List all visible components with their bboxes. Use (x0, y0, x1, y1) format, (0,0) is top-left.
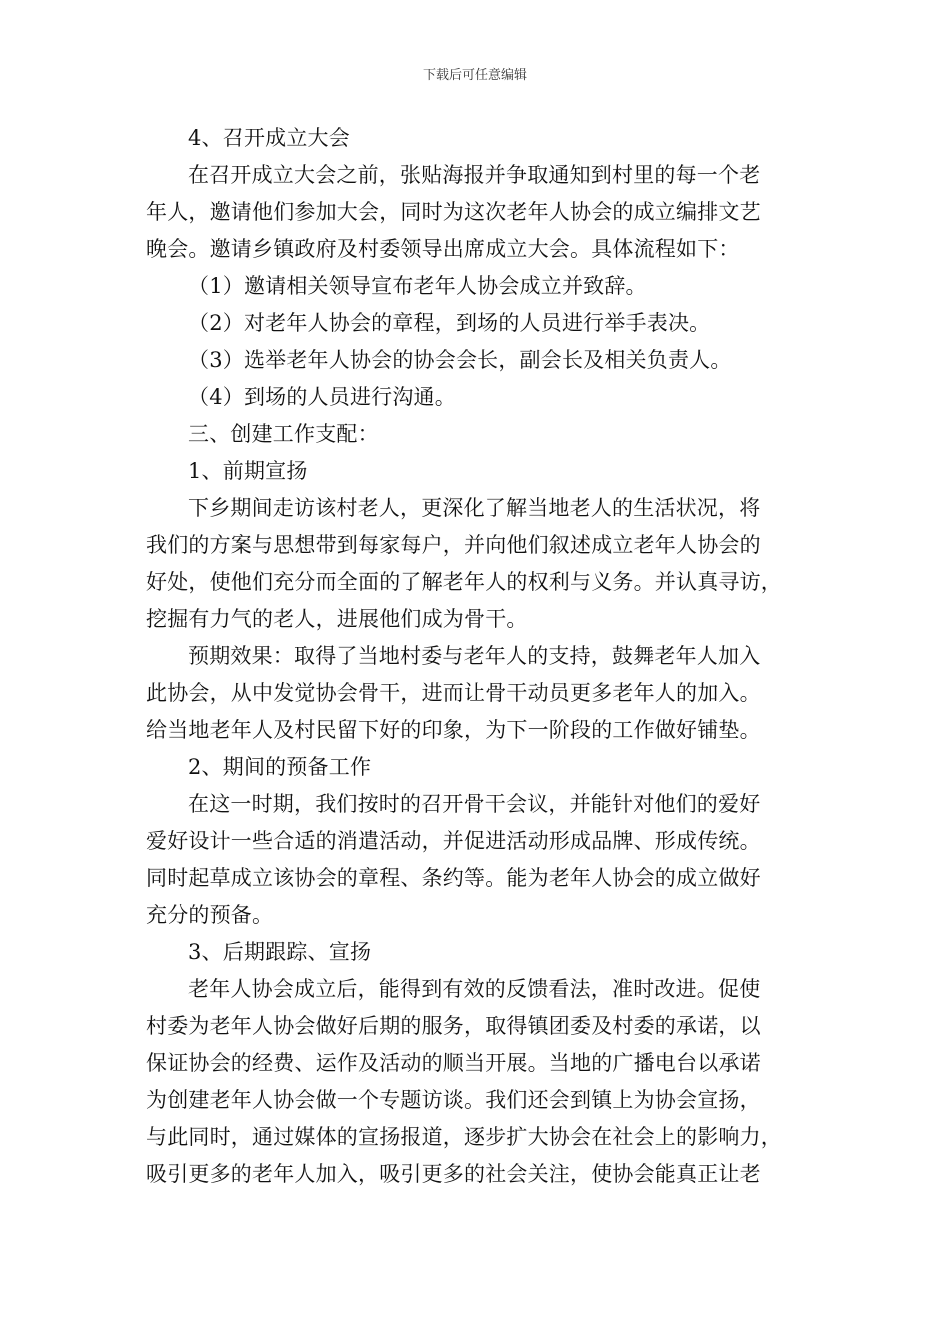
text-line: 4、召开成立大会 (188, 126, 350, 150)
text-line: 村委为老年人协会做好后期的服务，取得镇团委及村委的承诺，以 (146, 1014, 761, 1038)
text-line: 此协会，从中发觉协会骨干，进而让骨干动员更多老年人的加入。 (146, 681, 761, 705)
text-line: 保证协会的经费、运作及活动的顺当开展。当地的广播电台以承诺 (146, 1051, 761, 1075)
text-line: （3）选举老年人协会的协会会长，副会长及相关负责人。 (188, 348, 732, 372)
text-line: 我们的方案与思想带到每家每户，并向他们叙述成立老年人协会的 (146, 533, 761, 557)
text-line: 同时起草成立该协会的章程、条约等。能为老年人协会的成立做好 (146, 866, 761, 890)
text-line: 三、创建工作支配： (188, 422, 379, 446)
text-line: 2、期间的预备工作 (188, 755, 372, 779)
text-line: 好处，使他们充分而全面的了解老年人的权利与义务。并认真寻访， (146, 570, 782, 594)
text-line: （4）到场的人员进行沟通。 (188, 385, 456, 409)
text-line: 老年人协会成立后，能得到有效的反馈看法，准时改进。促使 (188, 977, 761, 1001)
text-line: 为创建老年人协会做一个专题访谈。我们还会到镇上为协会宣扬， (146, 1088, 761, 1112)
text-line: 给当地老年人及村民留下好的印象，为下一阶段的工作做好铺垫。 (146, 718, 761, 742)
text-line: （2）对老年人协会的章程，到场的人员进行举手表决。 (188, 311, 711, 335)
text-line: （1）邀请相关领导宣布老年人协会成立并致辞。 (188, 274, 647, 298)
text-line: 爱好设计一些合适的消遣活动，并促进活动形成品牌、形成传统。 (146, 829, 761, 853)
text-line: 1、前期宣扬 (188, 459, 308, 483)
text-line: 挖掘有力气的老人，进展他们成为骨干。 (146, 607, 528, 631)
page-header: 下载后可任意编辑 (422, 68, 527, 83)
text-line: 与此同时，通过媒体的宣扬报道，逐步扩大协会在社会上的影响力， (146, 1125, 782, 1149)
text-line: 在这一时期，我们按时的召开骨干会议，并能针对他们的爱好 (188, 792, 761, 816)
text-line: 下乡期间走访该村老人，更深化了解当地老人的生活状况，将 (188, 496, 761, 520)
text-line: 年人，邀请他们参加大会，同时为这次老年人协会的成立编排文艺 (146, 200, 761, 224)
text-line: 预期效果：取得了当地村委与老年人的支持，鼓舞老年人加入 (188, 644, 761, 668)
text-line: 充分的预备。 (146, 903, 274, 927)
text-line: 3、后期跟踪、宣扬 (188, 940, 372, 964)
text-line: 在召开成立大会之前，张贴海报并争取通知到村里的每一个老 (188, 163, 761, 187)
text-line: 晚会。邀请乡镇政府及村委领导出席成立大会。具体流程如下： (146, 237, 740, 261)
text-line: 吸引更多的老年人加入，吸引更多的社会关注，使协会能真正让老 (146, 1162, 761, 1186)
document-body (146, 120, 816, 1193)
